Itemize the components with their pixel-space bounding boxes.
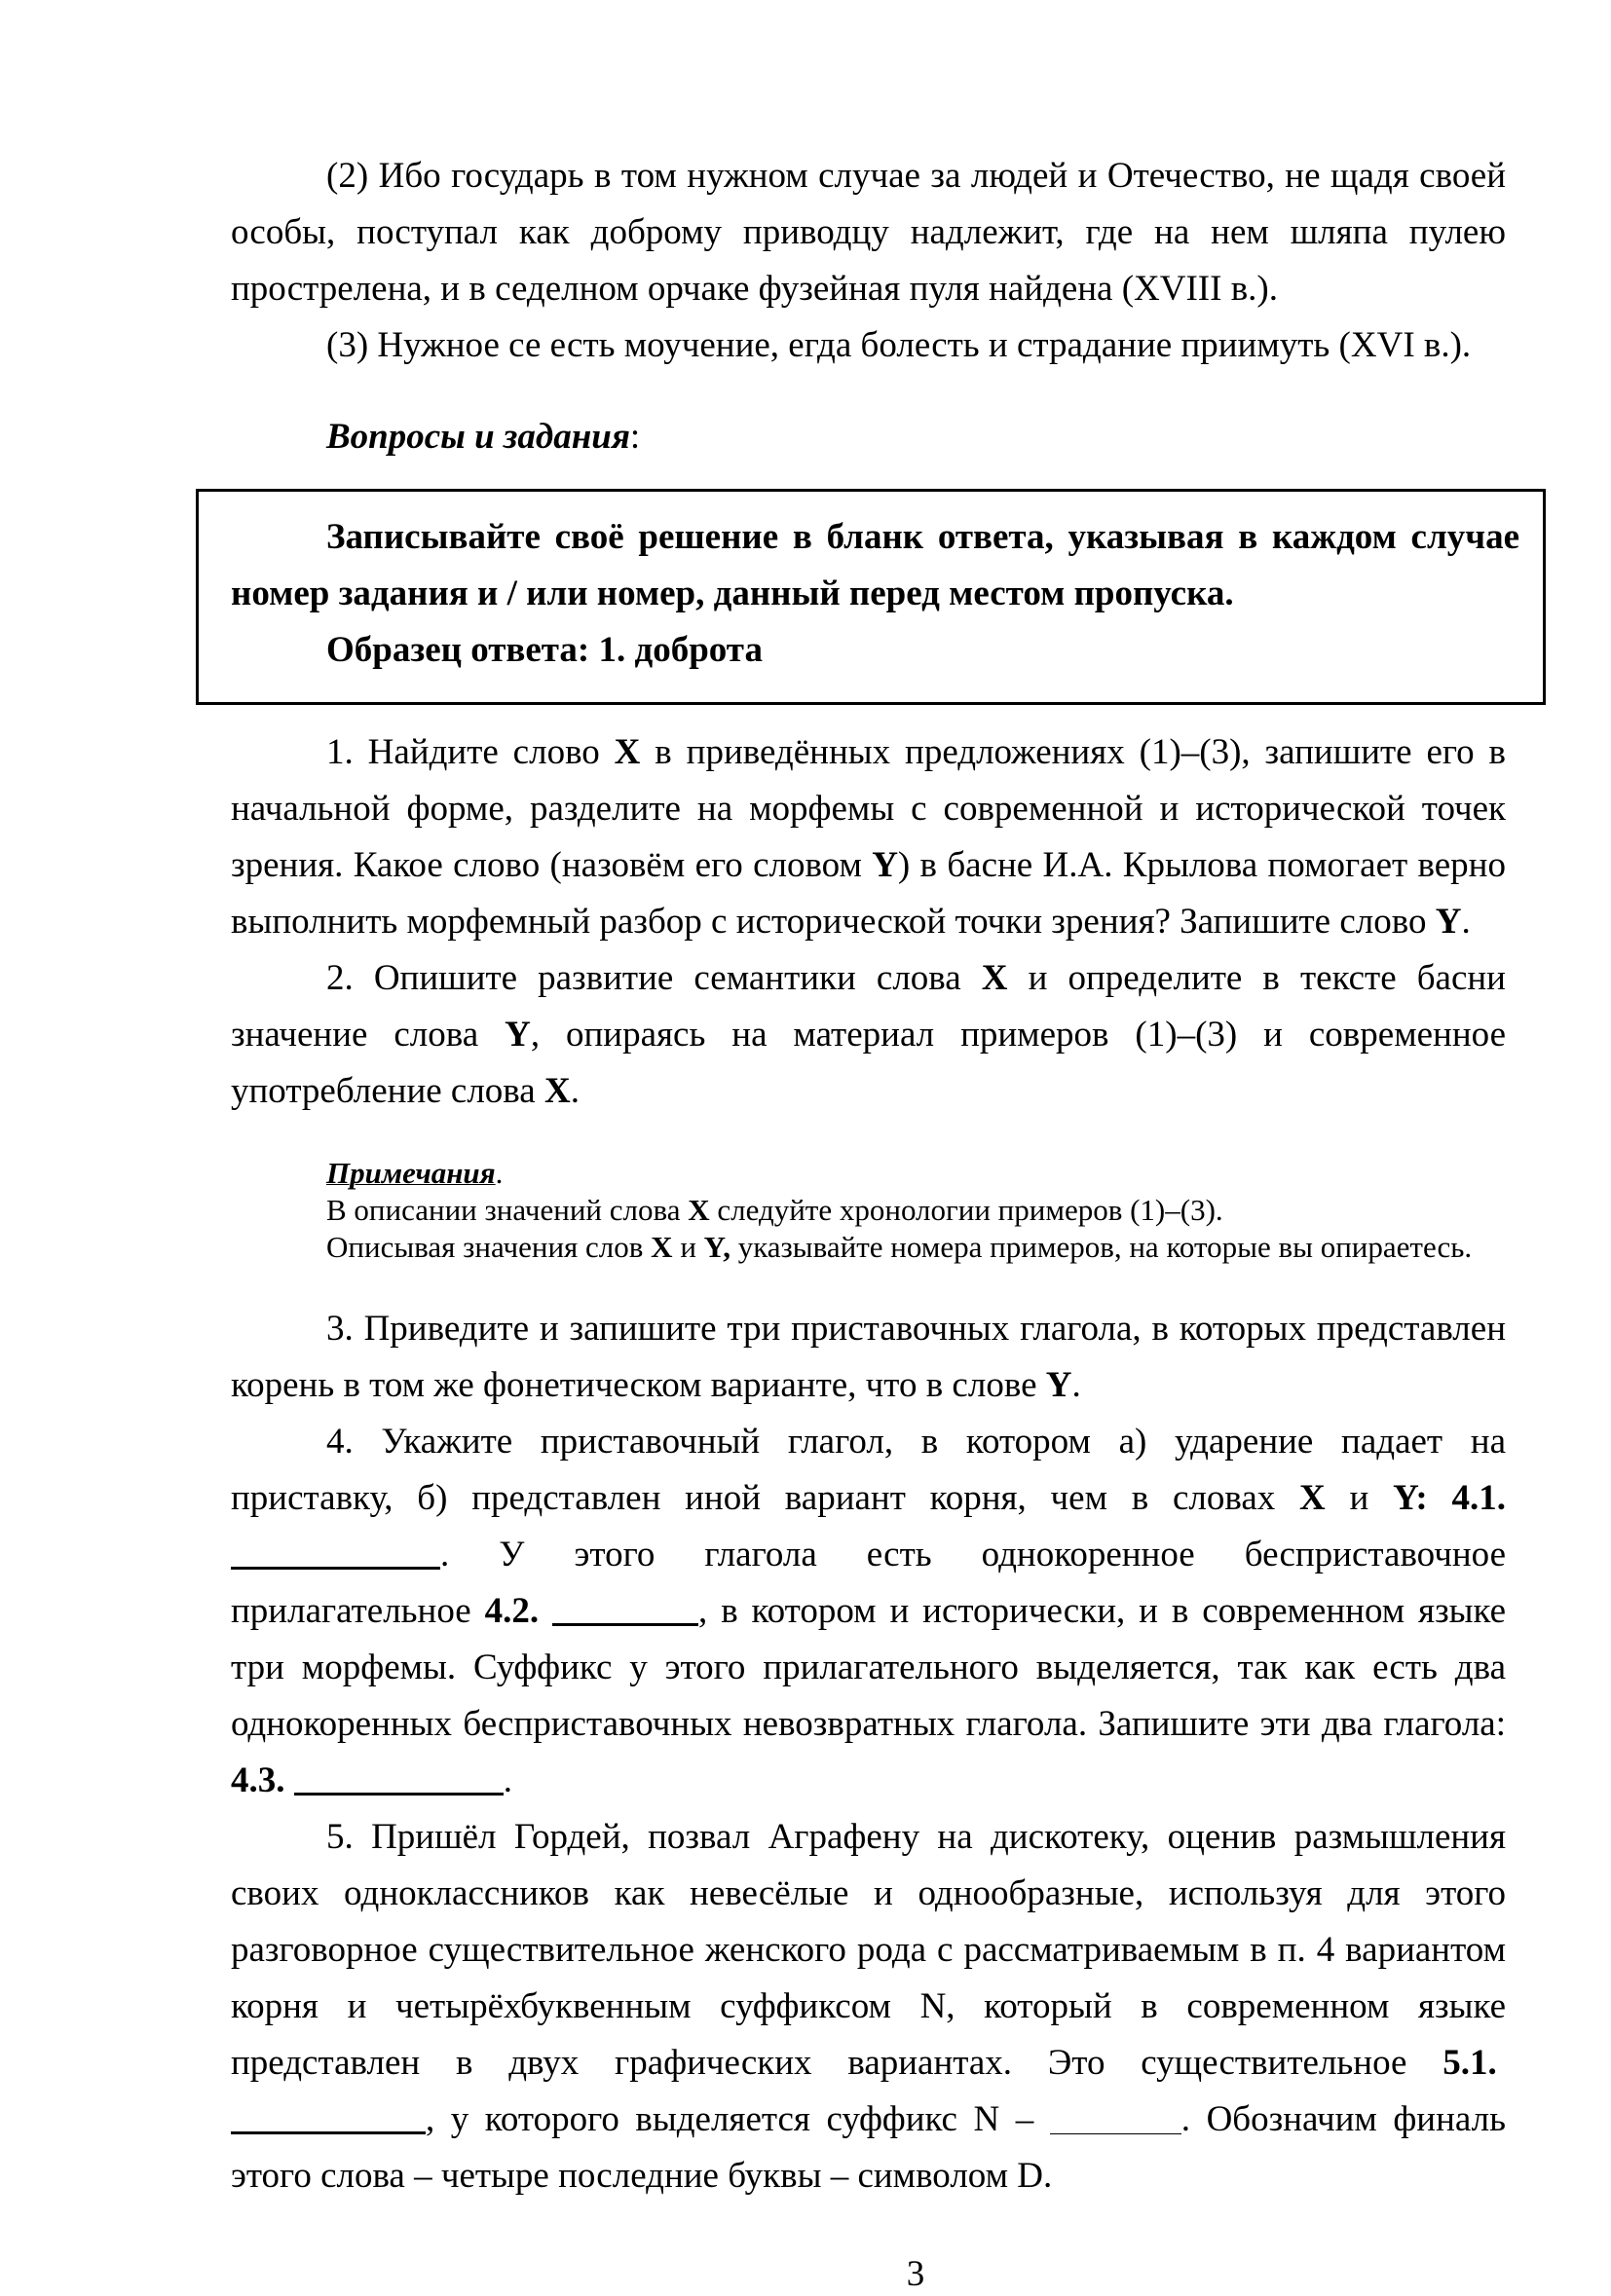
note-text: указывайте номера примеров, на которые вы опираетесь.: [730, 1230, 1473, 1264]
word-y: Y: [872, 845, 898, 885]
example-3: [231, 317, 1506, 374]
word-x: X: [543, 1071, 571, 1111]
task-3: [231, 1301, 1506, 1414]
answer-label-4-3: 4.3.: [231, 1760, 285, 1800]
task-text: и: [1325, 1478, 1394, 1518]
answer-blank-4-3[interactable]: [294, 1763, 504, 1796]
questions-heading-colon: :: [629, 417, 641, 457]
example-text: Нужное се есть моучение, егда болесть и страдание приимуть (XVI в.).: [377, 325, 1472, 365]
task-text: 2. Опишите развитие семантики слова: [326, 958, 982, 998]
task-text: . Обозначим финаль этого слова – четыре последние буквы – символом D.: [231, 2099, 1506, 2196]
task-text: .: [503, 1760, 512, 1800]
answer-blank-4-1[interactable]: [231, 1537, 440, 1570]
word-x: X: [651, 1230, 673, 1264]
answer-blank-suffix-n[interactable]: [1050, 2104, 1181, 2134]
questions-heading-text: Вопросы и задания: [326, 417, 630, 457]
task-text: .: [1071, 1365, 1081, 1405]
word-x: X: [614, 732, 641, 772]
word-y: Y: [505, 1015, 531, 1055]
word-y: Y: [1045, 1365, 1072, 1405]
task-text: 1. Найдите слово: [326, 732, 615, 772]
task-text: 4. Укажите приставочный глагол, в котором а) ударение падает на приставку, б) представлен иной вариант корня, чем в словах: [231, 1422, 1506, 1518]
instruction-text: Записывайте своё решение в бланк ответа, указывая в каждом случае номер задания и / или номер, данный перед местом пропуска.: [231, 517, 1519, 613]
task-5: [231, 1809, 1506, 2204]
word-x: X: [688, 1193, 710, 1227]
answer-label-4-2: 4.2.: [484, 1591, 540, 1631]
task-text: , у которого выделяется суффикс N –: [426, 2099, 1050, 2139]
task-text: , опираясь на материал примеров (1)–(3) и современное употребление слова: [231, 1015, 1507, 1111]
note-text: В описании значений слова: [326, 1193, 689, 1227]
task-text: .: [570, 1071, 580, 1111]
sample-answer: Образец ответа: 1. доброта: [326, 630, 763, 670]
task-text: .: [1461, 902, 1471, 942]
task-1: [231, 724, 1506, 950]
instruction-box: [196, 489, 1546, 705]
task-2: [231, 950, 1506, 1120]
word-y: Y,: [703, 1230, 731, 1264]
example-text: Ибо государь в том нужном случае за людей и Отечество, не щадя своей особы, поступал как доброму приводцу надлежит, где на нем шляпа пулею прострелена, и в седелном орчаке фузейная пуля найдена (XVIII в.).: [231, 156, 1506, 309]
word-y: Y: [1435, 902, 1462, 942]
notes-title: [326, 1155, 1506, 1192]
answer-blank-5-1[interactable]: [231, 2102, 426, 2134]
notes-title-dot: .: [495, 1156, 504, 1190]
note-text: следуйте хронологии примеров (1)–(3).: [709, 1193, 1223, 1227]
notes: [326, 1155, 1506, 1266]
task-text: и определите в тексте басни значение слова: [231, 958, 1506, 1055]
task-text: 5. Пришёл Гордей, позвал Аграфену на дискотеку, оценив размышления своих одноклассников как невесёлые и однообразные, используя для этого разговорное существительное женского рода с рассматриваемым в п. 4 вариантом корня и четырёхбуквенным суффиксом N, который в современном языке представлен в двух графических вариантах. Это существительное: [231, 1817, 1506, 2083]
note-text: и: [672, 1230, 704, 1264]
note-text: Описывая значения слов: [326, 1230, 652, 1264]
word-x: X: [981, 958, 1008, 998]
page-number: 3: [906, 2254, 925, 2294]
answer-label-4-1: 4.1.: [1427, 1478, 1506, 1518]
example-number: (2): [326, 156, 369, 196]
notes-line-1: [326, 1192, 1506, 1229]
questions-heading: [231, 409, 1506, 465]
answer-label-5-1: 5.1.: [1442, 2043, 1497, 2083]
task-4: [231, 1414, 1506, 1809]
task-text: , в котором и исторически, и в современном языке три морфемы. Суффикс у этого прилагательного выделяется, так как есть два однокоренных бесприставочных невозвратных глагола. Запишите эти два глагола:: [231, 1591, 1507, 1744]
example-2: [231, 148, 1506, 317]
task-text: 3. Приведите и запишите три приставочных глагола, в которых представлен корень в том же фонетическом варианте, что в слове: [231, 1309, 1506, 1405]
task-text: . У этого глагола есть однокоренное бесприставочное прилагательное: [231, 1535, 1506, 1631]
notes-line-2: [326, 1229, 1506, 1266]
task-text: в приведённых предложениях (1)–(3), запишите его в начальной форме, разделите на морфемы с современной и исторической точек зрения. Какое слово (назовём его словом: [231, 732, 1506, 885]
word-x: X: [1299, 1478, 1326, 1518]
example-number: (3): [326, 325, 369, 365]
task-text: ) в басне И.А. Крылова помогает верно выполнить морфемный разбор с исторической точки зрения? Запишите слово: [231, 845, 1506, 942]
word-y: Y:: [1393, 1478, 1428, 1518]
notes-title-text: Примечания: [326, 1156, 496, 1190]
answer-blank-4-2[interactable]: [552, 1594, 698, 1626]
